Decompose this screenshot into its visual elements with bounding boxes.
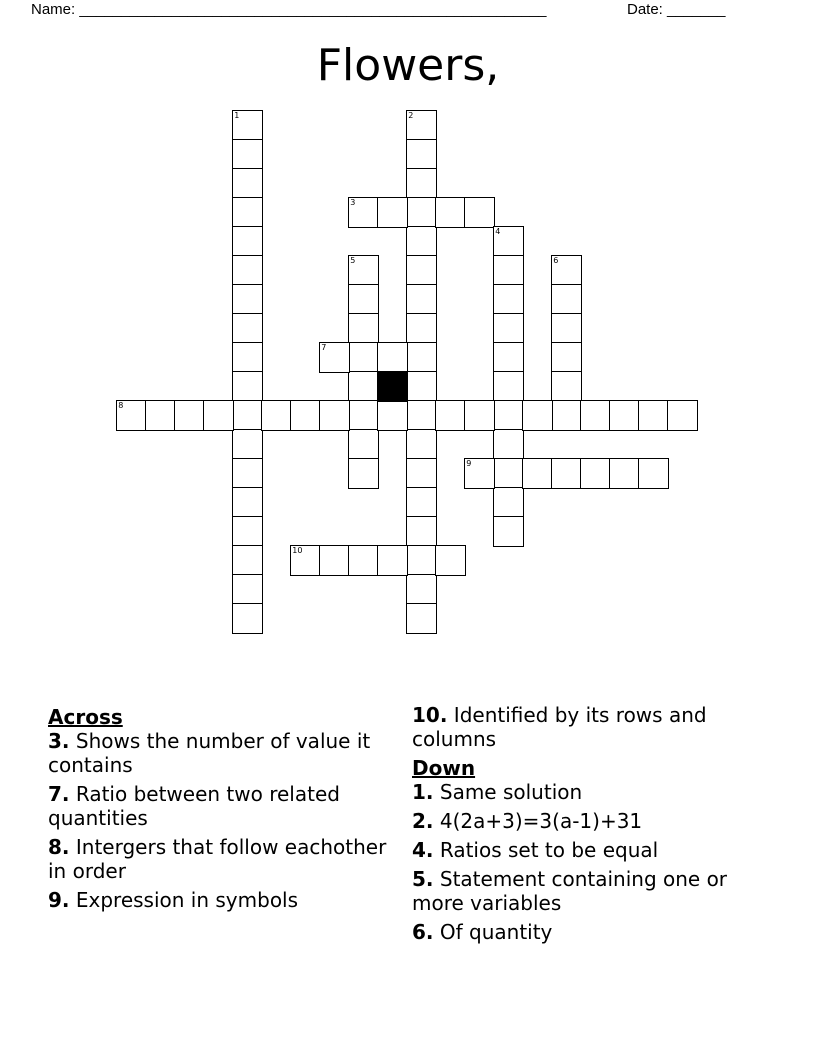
clue-number: 3	[350, 198, 356, 208]
grid-cell[interactable]	[435, 400, 466, 431]
grid-cell[interactable]	[638, 458, 669, 489]
grid-cell[interactable]	[493, 371, 524, 402]
grid-cell[interactable]	[232, 458, 263, 489]
grid-cell[interactable]	[435, 197, 466, 228]
grid-cell[interactable]	[232, 197, 263, 228]
clue-number: 6	[553, 256, 559, 266]
black-cell	[377, 371, 408, 402]
grid-cell[interactable]	[580, 400, 611, 431]
grid-cell[interactable]	[406, 226, 437, 257]
grid-cell[interactable]	[232, 429, 263, 460]
grid-cell[interactable]	[580, 458, 611, 489]
clue-number: 1	[234, 111, 240, 121]
grid-cell[interactable]	[348, 429, 379, 460]
grid-cell[interactable]	[551, 458, 582, 489]
grid-cell[interactable]	[667, 400, 698, 431]
grid-cell[interactable]	[406, 313, 437, 344]
grid-cell[interactable]	[551, 284, 582, 315]
grid-cell[interactable]	[406, 429, 437, 460]
grid-cell[interactable]	[232, 342, 263, 373]
clue-number: 5	[350, 256, 356, 266]
grid-cell[interactable]	[377, 545, 408, 576]
grid-cell[interactable]	[464, 197, 495, 228]
grid-cell[interactable]	[319, 400, 350, 431]
grid-cell[interactable]	[406, 603, 437, 634]
grid-cell[interactable]	[377, 400, 408, 431]
grid-cell[interactable]	[319, 545, 350, 576]
grid-cell[interactable]	[232, 574, 263, 605]
grid-cell[interactable]	[232, 110, 263, 141]
grid-cell[interactable]	[493, 487, 524, 518]
grid-cell[interactable]	[406, 371, 437, 402]
grid-cell[interactable]	[232, 371, 263, 402]
grid-cell[interactable]	[116, 400, 147, 431]
grid-cell[interactable]	[435, 545, 466, 576]
clue-number: 9	[466, 459, 472, 469]
grid-cell[interactable]	[609, 458, 640, 489]
grid-cell[interactable]	[406, 458, 437, 489]
grid-cell[interactable]	[348, 197, 379, 228]
grid-cell[interactable]	[464, 400, 495, 431]
clue-down-1: 1. Same solution	[412, 780, 583, 804]
grid-cell[interactable]	[551, 371, 582, 402]
name-field[interactable]: Name: ________________________________________________________	[31, 1, 547, 18]
grid-cell[interactable]	[232, 545, 263, 576]
grid-cell[interactable]	[145, 400, 176, 431]
grid-cell[interactable]	[232, 255, 263, 286]
clues-column-1	[48, 703, 388, 917]
down-heading: Down	[412, 756, 476, 780]
grid-cell[interactable]	[551, 255, 582, 286]
grid-cell[interactable]	[406, 574, 437, 605]
grid-cell[interactable]	[638, 400, 669, 431]
clues-column-2	[412, 703, 752, 949]
grid-cell[interactable]	[464, 458, 495, 489]
grid-cell[interactable]	[348, 313, 379, 344]
grid-cell[interactable]	[377, 342, 408, 373]
grid-cell[interactable]	[493, 429, 524, 460]
grid-cell[interactable]	[348, 545, 379, 576]
grid-cell[interactable]	[493, 284, 524, 315]
clue-down-4: 4. Ratios set to be equal	[412, 838, 659, 862]
grid-cell[interactable]	[232, 226, 263, 257]
grid-cell[interactable]	[406, 168, 437, 199]
grid-cell[interactable]	[232, 516, 263, 547]
grid-cell[interactable]	[522, 458, 553, 489]
grid-cell[interactable]	[261, 400, 292, 431]
grid-cell[interactable]	[232, 139, 263, 170]
grid-cell[interactable]	[493, 226, 524, 257]
clue-across-10: 10. Identified by its rows and columns	[412, 703, 707, 751]
grid-cell[interactable]	[551, 313, 582, 344]
grid-cell[interactable]	[551, 400, 582, 431]
grid-cell[interactable]	[203, 400, 234, 431]
page-title: Flowers,	[316, 40, 500, 91]
grid-cell[interactable]	[348, 458, 379, 489]
grid-cell[interactable]	[522, 400, 553, 431]
grid-cell[interactable]	[232, 487, 263, 518]
grid-cell[interactable]	[174, 400, 205, 431]
grid-cell[interactable]	[290, 545, 321, 576]
grid-cell[interactable]	[377, 197, 408, 228]
grid-cell[interactable]	[406, 545, 437, 576]
grid-cell[interactable]	[493, 255, 524, 286]
grid-cell[interactable]	[406, 284, 437, 315]
grid-cell[interactable]	[232, 168, 263, 199]
grid-cell[interactable]	[232, 313, 263, 344]
grid-cell[interactable]	[406, 110, 437, 141]
grid-cell[interactable]	[290, 400, 321, 431]
clue-number: 4	[495, 227, 501, 237]
grid-cell[interactable]	[551, 342, 582, 373]
grid-cell[interactable]	[232, 603, 263, 634]
grid-cell[interactable]	[406, 255, 437, 286]
grid-cell[interactable]	[609, 400, 640, 431]
clue-across-9: 9. Expression in symbols	[48, 888, 299, 912]
clue-down-6: 6. Of quantity	[412, 920, 553, 944]
grid-cell[interactable]	[232, 400, 263, 431]
clue-number: 2	[408, 111, 414, 121]
grid-cell[interactable]	[406, 342, 437, 373]
grid-cell[interactable]	[232, 284, 263, 315]
grid-cell[interactable]	[406, 197, 437, 228]
grid-cell[interactable]	[493, 313, 524, 344]
grid-cell[interactable]	[348, 342, 379, 373]
clue-number: 10	[292, 546, 303, 556]
clue-number: 7	[321, 343, 327, 353]
grid-cell[interactable]	[319, 342, 350, 373]
grid-cell[interactable]	[406, 487, 437, 518]
grid-cell[interactable]	[348, 284, 379, 315]
clue-number: 8	[118, 401, 124, 411]
date-field[interactable]: Date: _______	[627, 1, 726, 18]
grid-cell[interactable]	[493, 400, 524, 431]
across-heading: Across	[48, 705, 123, 729]
grid-cell[interactable]	[348, 400, 379, 431]
clue-across-8: 8. Intergers that follow eachother in order	[48, 835, 387, 883]
grid-cell[interactable]	[348, 371, 379, 402]
grid-cell[interactable]	[406, 516, 437, 547]
clue-across-3: 3. Shows the number of value it contains	[48, 729, 371, 777]
grid-cell[interactable]	[406, 400, 437, 431]
grid-cell[interactable]	[493, 516, 524, 547]
grid-cell[interactable]	[493, 342, 524, 373]
clue-across-7: 7. Ratio between two related quantities	[48, 782, 340, 830]
clue-down-2: 2. 4(2a+3)=3(a-1)+31	[412, 809, 643, 833]
grid-cell[interactable]	[406, 139, 437, 170]
grid-cell[interactable]	[348, 255, 379, 286]
clue-down-5: 5. Statement containing one or more variables	[412, 867, 728, 915]
grid-cell[interactable]	[493, 458, 524, 489]
